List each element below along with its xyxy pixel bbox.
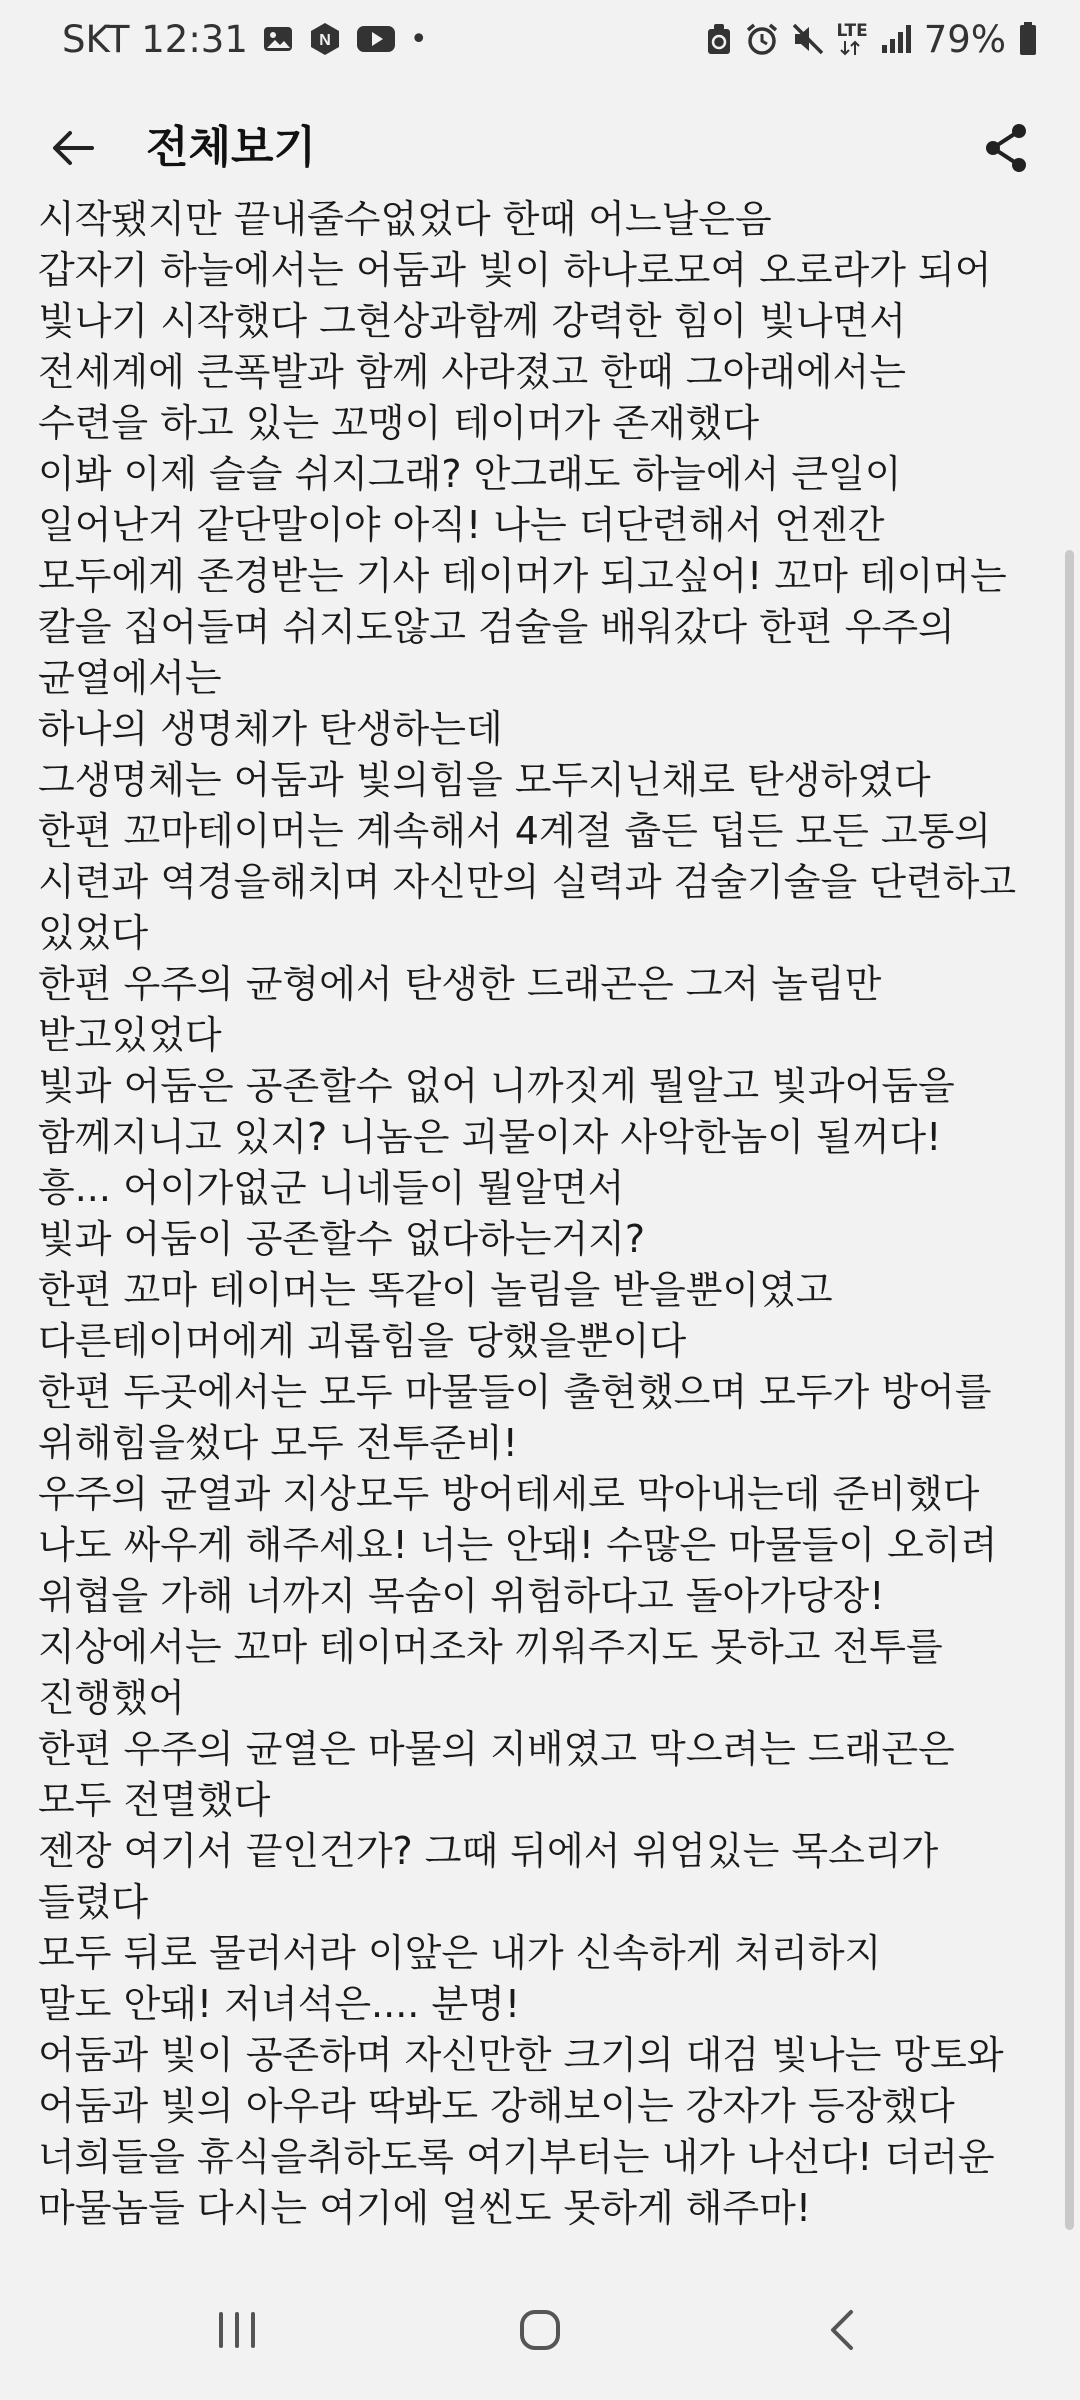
story-content[interactable] [0, 197, 1080, 2260]
nav-back-button[interactable] [798, 2290, 888, 2370]
share-icon [983, 122, 1031, 174]
text-line: 젠장 여기서 끝인건가? 그때 뒤에서 위엄있는 목소리가 [38, 1829, 939, 1873]
navigation-bar [0, 2260, 1080, 2400]
status-right [705, 14, 1038, 64]
text-line: 모두에게 존경받는 기사 테이머가 되고싶어! 꼬마 테이머는 [38, 554, 1007, 598]
text-line: 다른테이머에게 괴롭힘을 당했을뿐이다 [38, 1319, 687, 1363]
text-line: 말도 안돼! 저녀석은.... 분명! [38, 1982, 521, 2026]
n-app-icon [308, 22, 342, 56]
back-button[interactable] [40, 115, 106, 181]
text-line: 위협을 가해 너까지 목숨이 위험하다고 돌아가당장! [38, 1574, 885, 1618]
text-line: 한편 우주의 균열은 마물의 지배였고 막으려는 드래곤은 [38, 1727, 955, 1771]
svg-text:N: N [319, 32, 331, 49]
page-title: 전체보기 [146, 122, 317, 173]
text-line: 균열에서는 [38, 656, 222, 700]
text-line: 칼을 집어들며 쉬지도않고 검술을 배워갔다 한편 우주의 [38, 605, 955, 649]
home-button[interactable] [495, 2290, 585, 2370]
text-line: 어둠과 빛이 공존하며 자신만한 크기의 대검 빛나는 망토와 [38, 2033, 1004, 2077]
text-line: 모두 뒤로 물러서라 이앞은 내가 신속하게 처리하지 [38, 1931, 882, 1975]
status-bar [0, 0, 1080, 75]
text-line: 들렸다 [38, 1880, 149, 1924]
story-text [38, 194, 1068, 2234]
home-icon [516, 2306, 564, 2354]
text-line: 흥... 어이가없군 니네들이 뭘알면서 [38, 1166, 625, 1210]
scrollbar[interactable] [1065, 550, 1074, 2230]
alarm-icon [745, 22, 779, 56]
status-left [62, 14, 428, 64]
text-line: 갑자기 하늘에서는 어둠과 빛이 하나로모여 오로라가 되어 [38, 248, 992, 292]
recycle-icon [705, 22, 733, 56]
text-line: 한편 두곳에서는 모두 마물들이 출현했으며 모두가 방어를 [38, 1370, 992, 1414]
text-line: 한편 꼬마테이머는 계속해서 4계절 춥든 덥든 모든 고통의 [38, 809, 992, 853]
text-line: 지상에서는 꼬마 테이머조차 끼워주지도 못하고 전투를 [38, 1625, 943, 1669]
text-line: 일어난거 같단말이야 아직! 나는 더단련해서 언젠간 [38, 503, 885, 547]
text-line: 시작됐지만 끝내줄수없었다 한때 어느날은음 [38, 197, 772, 241]
text-line: 나도 싸우게 해주세요! 너는 안돼! 수많은 마물들이 오히려 [38, 1523, 998, 1567]
carrier-time: SKT 12:31 [62, 17, 248, 61]
back-arrow-icon [48, 123, 98, 173]
text-line: 수련을 하고 있는 꼬맹이 테이머가 존재했다 [38, 401, 760, 445]
text-line: 빛나기 시작했다 그현상과함께 강력한 힘이 빛나면서 [38, 299, 906, 343]
text-line: 함께지니고 있지? 니놈은 괴물이자 사악한놈이 될꺼다! [38, 1115, 942, 1159]
text-line: 전세계에 큰폭발과 함께 사라졌고 한때 그아래에서는 [38, 350, 906, 394]
text-line: 우주의 균열과 지상모두 방어테세로 막아내는데 준비했다 [38, 1472, 980, 1516]
nav-back-icon [823, 2306, 863, 2354]
battery-icon [1018, 21, 1038, 57]
text-line: 빛과 어둠이 공존할수 없다하는거지? [38, 1217, 646, 1261]
text-line: 위해힘을썼다 모두 전투준비! [38, 1421, 518, 1465]
gallery-icon [262, 23, 294, 55]
signal-icon [880, 23, 912, 55]
text-line: 있었다 [38, 911, 149, 955]
recent-apps-button[interactable] [192, 2290, 282, 2370]
youtube-icon [356, 24, 396, 54]
recent-apps-icon [215, 2310, 259, 2350]
text-line: 그생명체는 어둠과 빛의힘을 모두지닌채로 탄생하였다 [38, 758, 931, 802]
text-line: 빛과 어둠은 공존할수 없어 니까짓게 뭘알고 빛과어둠을 [38, 1064, 955, 1108]
battery-percent: 79% [923, 17, 1006, 61]
text-line: 진행했어 [38, 1676, 185, 1720]
text-line: 너희들을 휴식을취하도록 여기부터는 내가 나선다! 더러운 [38, 2135, 995, 2179]
status-dot: • [409, 21, 428, 57]
text-line: 한편 꼬마 테이머는 똑같이 놀림을 받을뿐이였고 [38, 1268, 833, 1312]
text-line: 마물놈들 다시는 여기에 얼씬도 못하게 해주마! [38, 2186, 812, 2230]
text-line: 이봐 이제 슬슬 쉬지그래? 안그래도 하늘에서 큰일이 [38, 452, 902, 496]
share-button[interactable] [974, 115, 1040, 181]
lte-label: LTE [836, 20, 868, 41]
text-line: 어둠과 빛의 아우라 딱봐도 강해보이는 강자가 등장했다 [38, 2084, 955, 2128]
text-line: 하나의 생명체가 탄생하는데 [38, 707, 503, 751]
text-line: 받고있었다 [38, 1013, 222, 1057]
lte-icon [836, 20, 868, 56]
text-line: 한편 우주의 균형에서 탄생한 드래곤은 그저 놀림만 [38, 962, 882, 1006]
text-line: 시련과 역경을해치며 자신만의 실력과 검술기술을 단련하고 [38, 860, 1017, 904]
mute-icon [791, 22, 825, 56]
text-line: 모두 전멸했다 [38, 1778, 271, 1822]
